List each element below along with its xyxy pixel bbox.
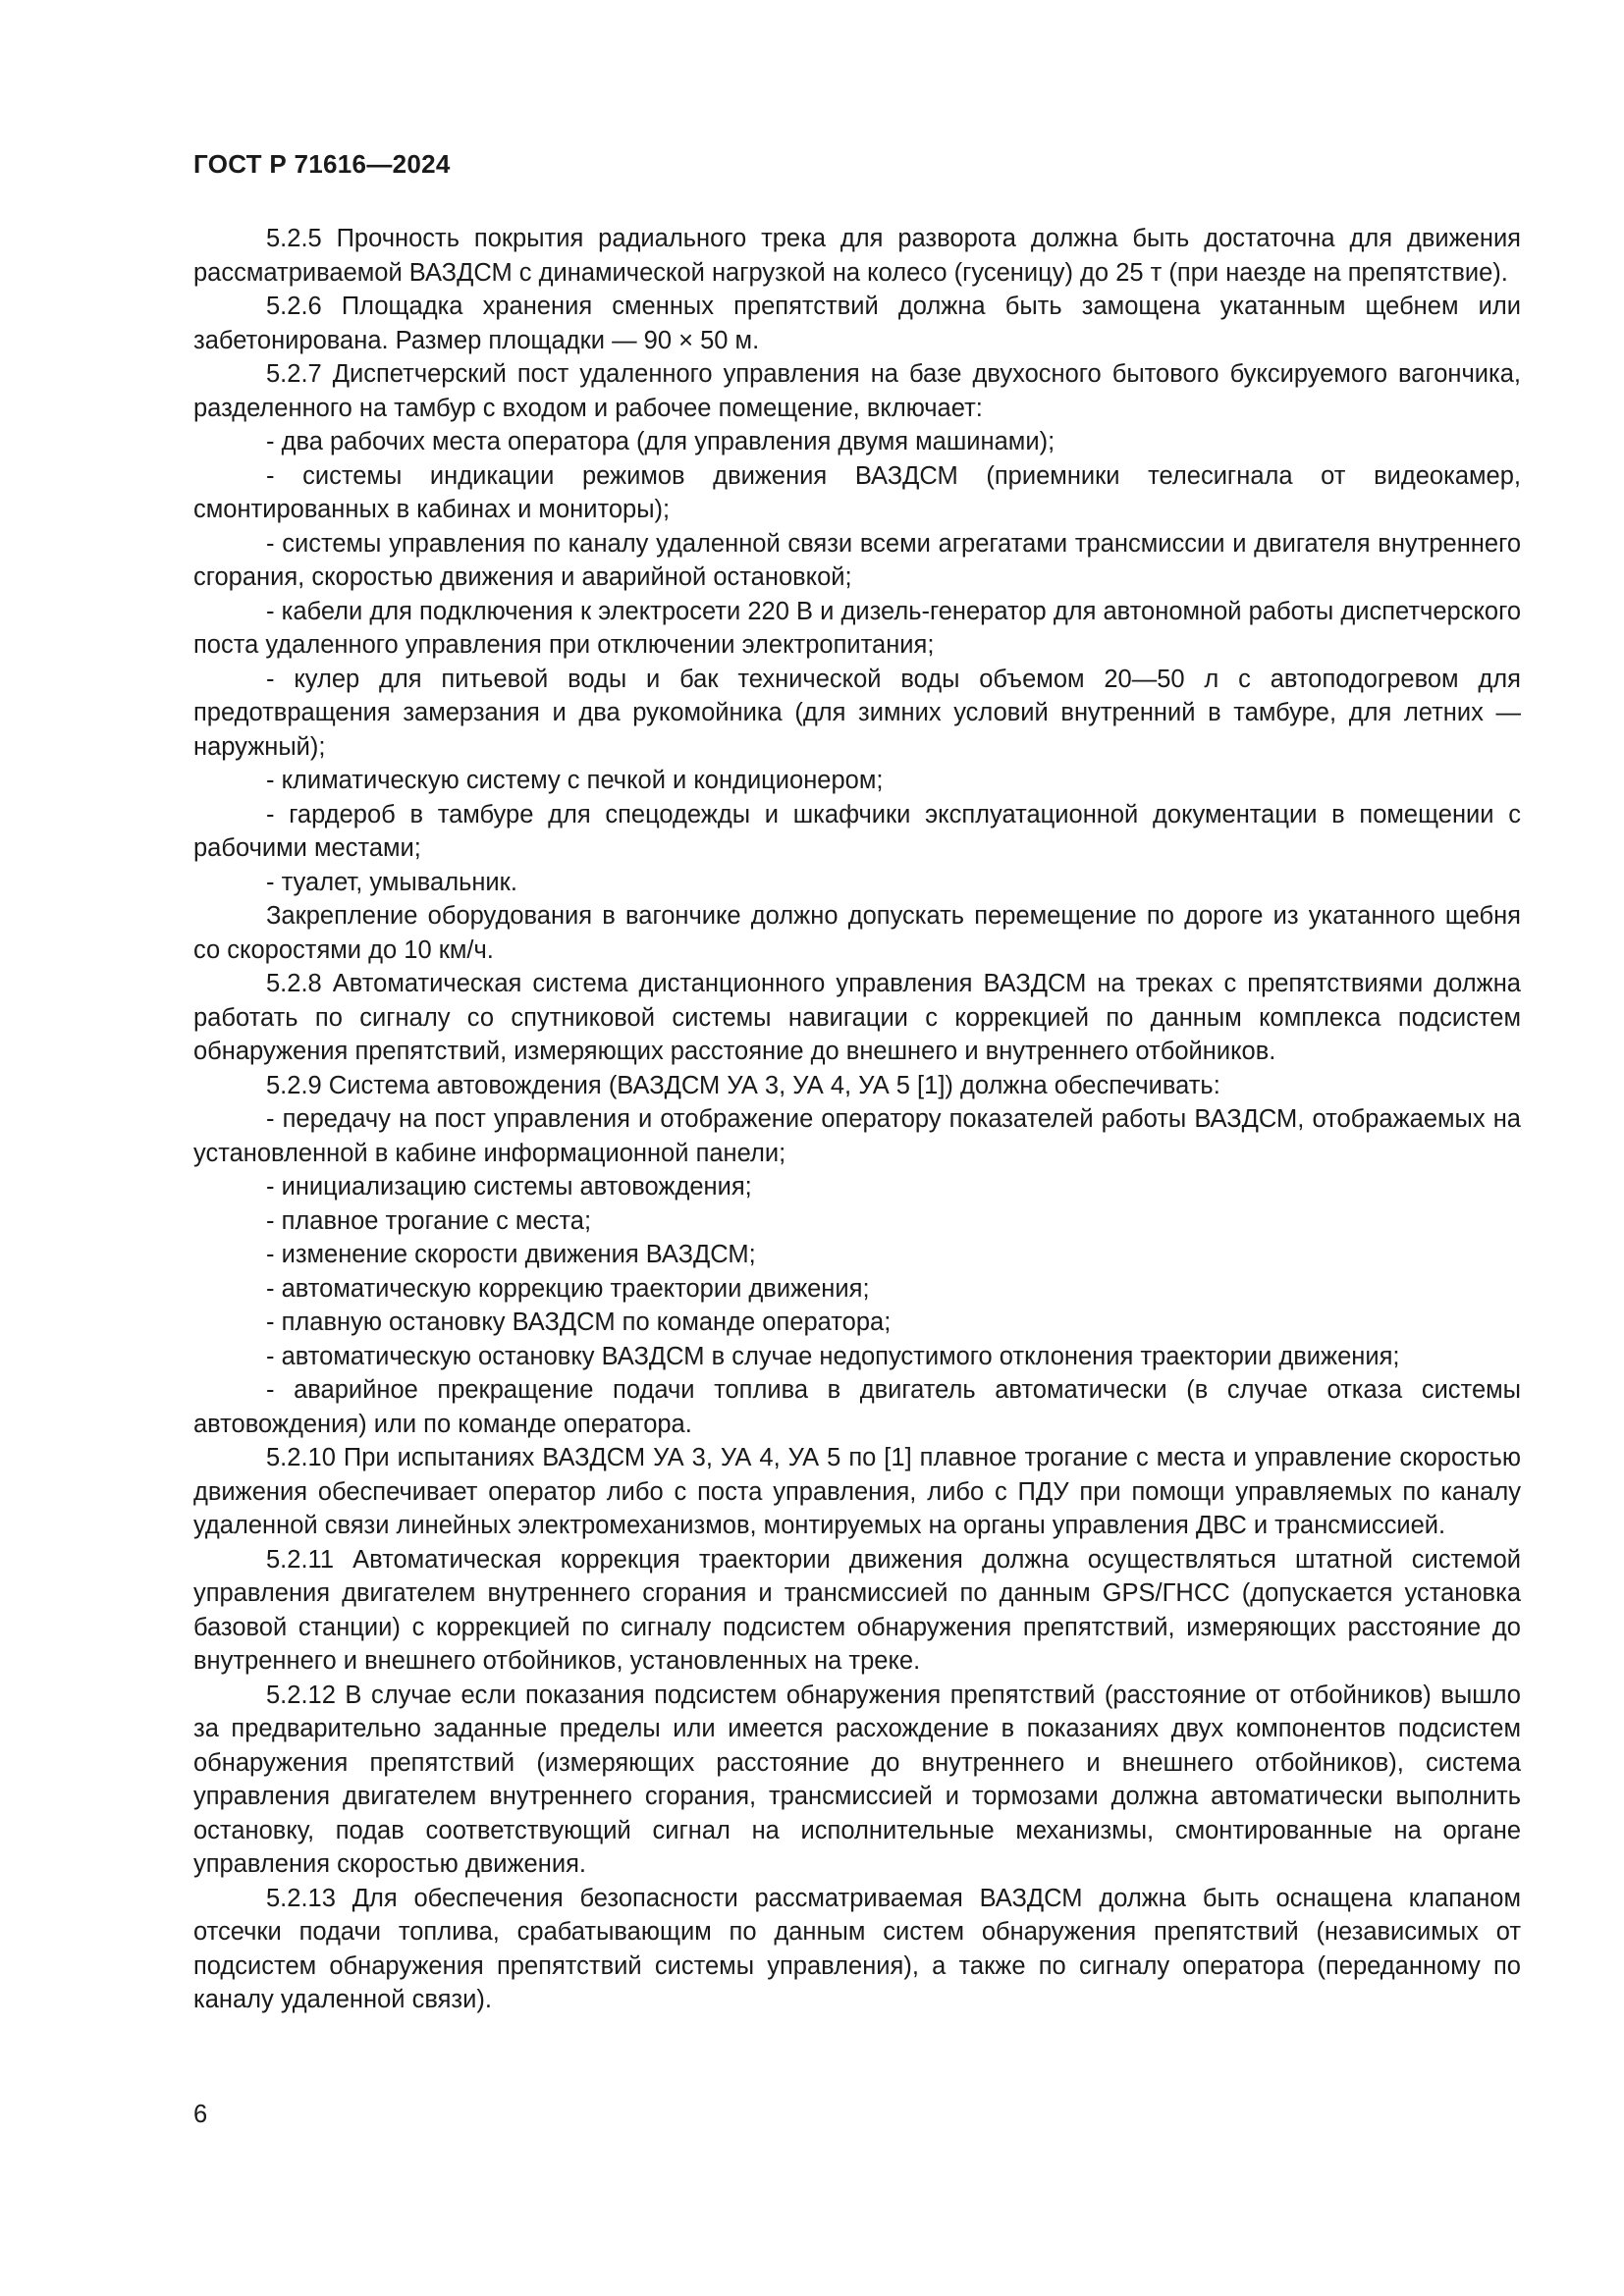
paragraph-5-2-6: 5.2.6 Площадка хранения сменных препятствий должна быть замощена укатанным щебнем или забетонирована. Размер площадки — 90 × 50 м. [193,293,1521,354]
paragraph-5-2-12: 5.2.12 В случае если показания подсистем обнаружения препятствий (расстояние от отбойников) вышло за предварительно заданные пределы или имеется расхождение в показаниях двух компонентов подсистем обнаружения препятствий (измеряющих расстояние до внутреннего и внешнего отбойников), система управления двигателем внутреннего сгорания, трансмиссией и тормозами должна автоматически выполнить остановку, подав соответствующий сигнал на исполнительные механизмы, смонтированные на органе управления скоростью движения. [193,1681,1521,1878]
list-item-operator-workplaces: - два рабочих места оператора (для управления двумя машинами); [266,428,1056,455]
page-number: 6 [193,2101,208,2128]
list-item-smooth-stop: - плавную остановку ВАЗДСМ по команде оператора; [266,1308,892,1336]
paragraph-5-2-9: 5.2.9 Система автовождения (ВАЗДСМ УА 3, УА 4, УА 5 [1]) должна обеспечивать: [266,1071,1220,1099]
paragraph-5-2-5: 5.2.5 Прочность покрытия радиального трека для разворота должна быть достаточна для движения рассматриваемой ВАЗДСМ с динамической нагрузкой на колесо (гусеницу) до 25 т (при наезде на препятствие). [193,225,1521,287]
list-item-power-cables: - кабели для подключения к электросети 220 В и дизель-генератор для автономной работы диспетчерского поста удаленного управления при отключении электропитания; [193,597,1521,659]
paragraph-5-2-11: 5.2.11 Автоматическая коррекция траектории движения должна осуществляться штатной системой управления двигателем внутреннего сгорания и трансмиссией по данным GPS/ГНСС (допускается установка базовой станции) с коррекцией по сигналу подсистем обнаружения препятствий, измеряющих расстояние до внутреннего и внешнего отбойников, установленных на треке. [193,1545,1521,1675]
list-item-climate-system: - климатическую систему с печкой и кондиционером; [266,767,884,794]
list-item-automatic-stop: - автоматическую остановку ВАЗДСМ в случае недопустимого отклонения траектории движения; [266,1342,1400,1370]
paragraph-equipment-fixing: Закрепление оборудования в вагончике должно допускать перемещение по дороге из укатанного щебня со скоростями до 10 км/ч. [193,902,1521,964]
list-item-water-cooler: - кулер для питьевой воды и бак технической воды объемом 20—50 л с автоподогревом для предотвращения замерзания и два рукомойника (для зимних условий внутренний в тамбуре, для летних — наружный); [193,665,1521,761]
paragraph-5-2-13: 5.2.13 Для обеспечения безопасности рассматриваемая ВАЗДСМ должна быть оснащена клапаном отсечки подачи топлива, срабатывающим по данным систем обнаружения препятствий (независимых от подсистем обнаружения препятствий системы управления), а также по сигналу оператора (переданному по каналу удаленной связи). [193,1884,1521,2013]
paragraph-5-2-8: 5.2.8 Автоматическая система дистанционного управления ВАЗДСМ на треках с препятствиями должна работать по сигналу со спутниковой системы навигации с коррекцией по данным комплекса подсистем обнаружения препятствий, измеряющих расстояние до внешнего и внутреннего отбойников. [193,970,1521,1065]
document-code-header: ГОСТ Р 71616—2024 [193,149,451,179]
list-item-smooth-start: - плавное трогание с места; [266,1206,592,1235]
list-item-wardrobe: - гардероб в тамбуре для спецодежды и шкафчики эксплуатационной документации в помещении с рабочими местами; [193,800,1521,862]
list-item-toilet: - туалет, умывальник. [266,868,517,896]
paragraph-5-2-10: 5.2.10 При испытаниях ВАЗДСМ УА 3, УА 4, УА 5 по [1] плавное трогание с места и управление скоростью движения обеспечивает оператор либо с поста управления, либо с ПДУ при помощи управляемых по каналу удаленной связи линейных электромеханизмов, монтируемых на органы управления ДВС и трансмиссией. [193,1444,1521,1539]
list-item-emergency-fuel-cutoff: - аварийное прекращение подачи топлива в двигатель автоматически (в случае отказа системы автовождения) или по команде оператора. [193,1376,1521,1438]
list-item-initialization: - инициализацию системы автовождения; [266,1173,752,1201]
list-item-indication-systems: - системы индикации режимов движения ВАЗДСМ (приемники телесигнала от видеокамер, смонтированных в кабинах и мониторы); [193,461,1521,523]
list-item-speed-change: - изменение скорости движения ВАЗДСМ; [266,1241,756,1268]
list-item-trajectory-correction: - автоматическую коррекцию траектории движения; [266,1274,870,1303]
paragraph-5-2-7: 5.2.7 Диспетчерский пост удаленного управления на базе двухосного бытового буксируемого вагончика, разделенного на тамбур с входом и рабочее помещение, включает: [193,360,1521,422]
document-body [193,222,1521,2017]
list-item-remote-control-systems: - системы управления по каналу удаленной связи всеми агрегатами трансмиссии и двигателя внутреннего сгорания, скоростью движения и аварийной остановкой; [193,529,1521,591]
list-item-data-transfer: - передачу на пост управления и отображение оператору показателей работы ВАЗДСМ, отображаемых на установленной в кабине информационной панели; [193,1105,1521,1167]
